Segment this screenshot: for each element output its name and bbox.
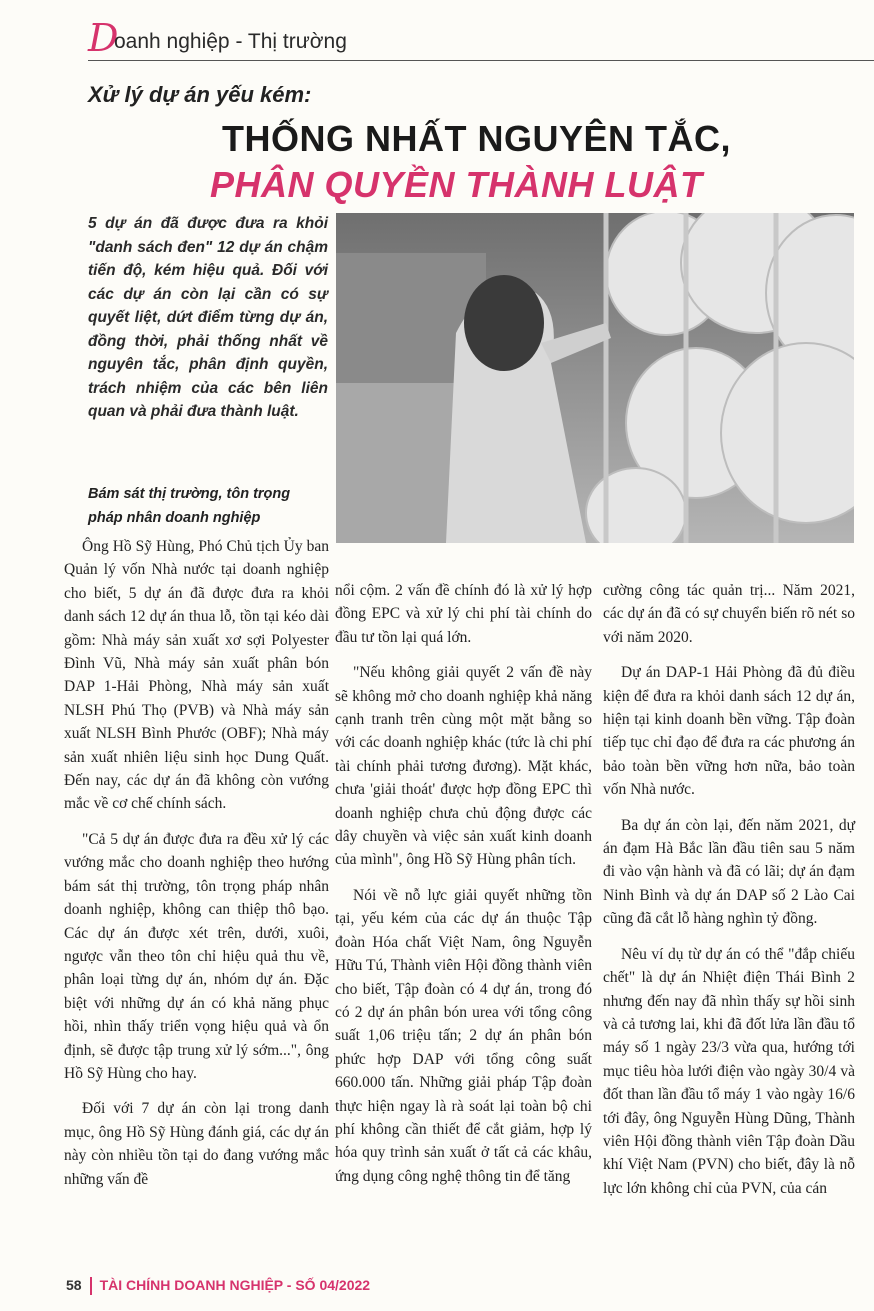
- paragraph: Ba dự án còn lại, đến năm 2021, dự án đạm Hà Bắc lần đầu tiên sau 5 năm đi vào vận hành và đã có lãi; dự án đạm Ninh Bình và dự án DAP số 2 Lào Cai cũng đã cắt lỗ hàng nghìn tỷ đồng.: [603, 816, 855, 928]
- page-number: 58: [66, 1277, 82, 1293]
- article-title-line2: PHÂN QUYỀN THÀNH LUẬT: [210, 164, 703, 205]
- article-column-3: [603, 579, 855, 1212]
- paragraph: Nói về nỗ lực giải quyết những tồn tại, yếu kém của các dự án thuộc Tập đoàn Hóa chất Việt Nam, ông Nguyễn Hữu Tú, Thành viên Hội đồng thành viên cho biết, Tập đoàn có 4 dự án, trong đó có 2 dự án phân bón urea với tổng công suất 1,06 triệu tấn; 2 dự án phân bón phức hợp DAP với tổng công suất 660.000 tấn. Những giải pháp Tập đoàn thực hiện ngay là rà soát lại toàn bộ chi phí không cần thiết để cắt giảm, hợp lý hóa quy trình sản xuất ở tất cả các khâu, ứng dụng công nghệ thông tin để tăng: [335, 886, 592, 1185]
- paragraph: Nêu ví dụ từ dự án có thể "đắp chiếu chết" là dự án Nhiệt điện Thái Bình 2 nhưng đến nay đã nhìn thấy sự hồi sinh và cả tương lai, khi đã đốt lửa lần đầu tổ máy số 1 ngày 23/3 vừa qua, hướng tới mục tiêu hòa lưới điện vào ngày 30/4 và đốt than lần đầu tổ máy 1 vào ngày 16/6 tới đây, ông Nguyễn Hùng Dũng, Thành viên Hội đồng thành viên Tập đoàn Dầu khí Việt Nam (PVN) cho biết, đây là nỗ lực lớn không chỉ của PVN, của cán: [603, 945, 855, 1197]
- paragraph: nổi cộm. 2 vấn đề chính đó là xử lý hợp đồng EPC và xử lý chi phí tài chính do đầu tư tồn lại quá lớn.: [335, 582, 592, 646]
- article-sapo: 5 dự án đã được đưa ra khỏi "danh sách đen" 12 dự án chậm tiến độ, kém hiệu quả. Đối với các dự án còn lại cần có sự quyết liệt, dứt điểm từng dự án, đồng thời, phải thống nhất về nguyên tắc, phân định quyền, trách nhiệm của các bên liên quan và phải đưa thành luật.: [88, 215, 328, 420]
- paragraph: "Cả 5 dự án được đưa ra đều xử lý các vướng mắc cho doanh nghiệp theo hướng bám sát thị trường, tôn trọng pháp nhân doanh nghiệp, không can thiệp thô bạo. Các dự án được xét trên, dưới, xuôi, ngược vẫn theo tôn chỉ hiệu quả thu về, phân loại từng dự án, nhóm dự án. Đặc biệt với những dự án có khả năng phục hồi, nhìn thấy triển vọng hiệu quả và ổn định, sẽ được tập trung xử lý sớm...", ông Hồ Sỹ Hùng cho hay.: [64, 830, 329, 1082]
- header-rule: [88, 60, 874, 61]
- paragraph: "Nếu không giải quyết 2 vấn đề này sẽ không mở cho doanh nghiệp khả năng cạnh tranh trên cùng một mặt bằng so với các doanh nghiệp khác (tức là chi phí tài chính phải tương đương). Mặt khác, chưa 'giải thoát' được hợp đồng EPC thì doanh nghiệp chưa chủ động được các dây chuyền và việc sản xuất kinh doanh của mình", ông Hồ Sỹ Hùng phân tích.: [335, 664, 592, 869]
- article-title-line1: THỐNG NHẤT NGUYÊN TẮC,: [222, 118, 731, 159]
- factory-worker-image: [336, 213, 854, 543]
- article-column-2: [335, 579, 592, 1200]
- paragraph: cường công tác quản trị... Năm 2021, các dự án đã có sự chuyển biến rõ nét so với năm 2020.: [603, 582, 855, 646]
- publication-name: TÀI CHÍNH DOANH NGHIỆP - SỐ 04/2022: [99, 1277, 371, 1293]
- section-name: oanh nghiệp - Thị trường: [114, 30, 347, 53]
- article-subhead: Bám sát thị trường, tôn trọng pháp nhân doanh nghiệp: [88, 486, 291, 526]
- article-kicker: Xử lý dự án yếu kém:: [88, 82, 312, 107]
- paragraph: Dự án DAP-1 Hải Phòng đã đủ điều kiện để đưa ra khỏi danh sách 12 dự án, hiện tại kinh doanh bền vững. Tập đoàn tiếp tục chỉ đạo để đưa ra các phương án bảo toàn bền vững hơn nữa, bảo toàn vốn Nhà nước.: [603, 664, 855, 799]
- page-footer: [66, 1277, 370, 1295]
- paragraph: Ông Hồ Sỹ Hùng, Phó Chủ tịch Ủy ban Quản lý vốn Nhà nước tại doanh nghiệp cho biết, 5 dự án đã được đưa ra khỏi danh sách 12 dự án thua lỗ, tồn tại kéo dài gồm: Nhà máy sản xuất xơ sợi Polyester Đình Vũ, Nhà máy sản xuất phân bón DAP 1-Hải Phòng, Nhà máy sản xuất NLSH Phú Thọ (PVB) và Nhà máy sản xuất NLSH Bình Phước (OBF); Nhà máy sản xuất nhiên liệu sinh học Dung Quất. Đến nay, các dự án đã không còn vướng mắc về cơ chế chính sách.: [64, 538, 329, 813]
- footer-divider: [90, 1277, 92, 1295]
- factory-photo: [336, 213, 854, 543]
- section-header: [88, 16, 874, 62]
- article-column-1: [64, 535, 329, 1203]
- paragraph: Đối với 7 dự án còn lại trong danh mục, ông Hồ Sỹ Hùng đánh giá, các dự án này còn nhiều tồn tại do đang vướng mắc những vấn đề: [64, 1100, 329, 1188]
- section-initial: D: [88, 16, 119, 60]
